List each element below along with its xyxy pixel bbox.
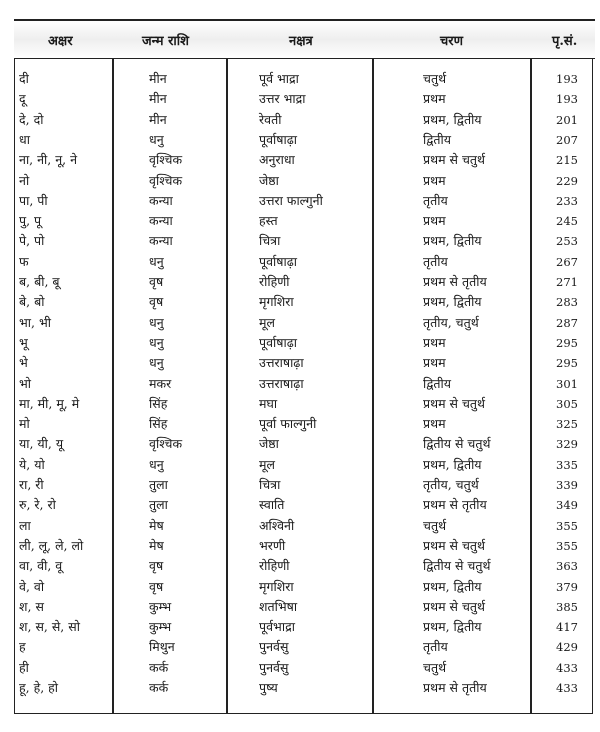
cell-akshar: बे, बो [19, 294, 45, 310]
cell-nakshatra: हस्त [259, 213, 278, 229]
cell-charan: प्रथम, द्वितीय [423, 233, 482, 249]
cell-page-number: 429 [556, 640, 578, 655]
cell-page-number: 339 [556, 478, 578, 492]
cell-page-number: 385 [556, 599, 578, 614]
cell-rashi: वृश्चिक [149, 172, 183, 188]
table-row [15, 598, 592, 616]
table-row [15, 172, 592, 190]
cell-nakshatra: रोहिणी [259, 558, 290, 574]
cell-page-number: 229 [556, 173, 578, 188]
table-row [15, 537, 592, 555]
cell-nakshatra: चित्रा [259, 233, 281, 249]
cell-charan: प्रथम से तृतीय [423, 497, 487, 513]
cell-page-number: 193 [556, 92, 578, 107]
table-row [15, 90, 592, 108]
cell-page-number: 355 [556, 518, 578, 533]
cell-rashi: वृश्चिक [149, 436, 183, 452]
cell-nakshatra: मृगशिरा [259, 294, 294, 310]
cell-page-number: 201 [556, 112, 578, 127]
cell-akshar: भो [19, 375, 32, 391]
cell-nakshatra: चित्रा [259, 477, 281, 492]
cell-page-number: 379 [556, 579, 578, 594]
cell-charan: प्रथम [423, 416, 446, 432]
cell-akshar: ना, नी, नू, ने [19, 152, 78, 168]
cell-charan: तृतीय, चतुर्थ [423, 477, 479, 492]
table-row [15, 111, 592, 129]
cell-charan: प्रथम से चतुर्थ [423, 598, 486, 614]
cell-page-number: 305 [556, 396, 578, 411]
cell-akshar: श, स, से, सो [19, 619, 80, 635]
cell-akshar: भू [19, 334, 28, 350]
cell-charan: प्रथम, द्वितीय [423, 619, 482, 635]
cell-charan: प्रथम से तृतीय [423, 680, 487, 695]
cell-charan: प्रथम [423, 91, 446, 107]
table-row [15, 496, 592, 514]
cell-page-number: 335 [556, 457, 578, 472]
cell-akshar: श, स [19, 598, 44, 614]
cell-page-number: 433 [556, 681, 578, 695]
cell-page-number: 301 [556, 376, 578, 391]
cell-rashi: तुला [149, 497, 168, 513]
table-row [15, 375, 592, 393]
cell-charan: प्रथम, द्वितीय [423, 578, 482, 594]
table-row [15, 395, 592, 413]
cell-akshar: ली, लू, ले, लो [19, 537, 84, 553]
cell-page-number: 245 [556, 214, 578, 229]
cell-nakshatra: उत्तराषाढ़ा [259, 375, 304, 391]
cell-page-number: 283 [556, 295, 578, 310]
cell-rashi: धनु [149, 456, 164, 472]
table-row [15, 456, 592, 474]
cell-rashi: मेष [149, 537, 164, 553]
cell-page-number: 325 [556, 417, 578, 432]
cell-rashi: सिंह [149, 416, 168, 432]
cell-rashi: कन्या [149, 192, 173, 208]
table-row [15, 253, 592, 271]
cell-rashi: कुम्भ [149, 598, 172, 614]
cell-akshar: वे, वो [19, 578, 45, 594]
cell-page-number: 363 [556, 559, 578, 574]
cell-akshar: भे [19, 355, 28, 371]
cell-akshar: धा [19, 131, 30, 147]
cell-rashi: धनु [149, 131, 164, 147]
table-row [15, 578, 592, 596]
cell-akshar: ये, यो [19, 456, 45, 472]
cell-nakshatra: स्वाति [259, 497, 285, 513]
header-nakshatra: नक्षत्र [289, 34, 313, 49]
cell-akshar: पे, पो [19, 233, 45, 249]
table-row [15, 557, 592, 575]
table-row [15, 618, 592, 636]
cell-charan: चतुर्थ [423, 71, 447, 86]
cell-akshar: पु, पू [19, 213, 42, 229]
cell-charan: तृतीय [423, 253, 448, 269]
cell-nakshatra: मूल [259, 456, 275, 472]
cell-nakshatra: पुष्य [259, 680, 278, 695]
cell-charan: द्वितीय [423, 375, 452, 391]
cell-charan: प्रथम [423, 355, 446, 371]
cell-rashi: तुला [149, 477, 168, 492]
cell-charan: तृतीय [423, 192, 448, 208]
table-row [15, 314, 592, 332]
table-row [15, 212, 592, 230]
cell-nakshatra: भरणी [259, 537, 286, 553]
cell-nakshatra: रेवती [259, 111, 282, 127]
table-row [15, 293, 592, 311]
cell-akshar: हू, हे, हो [19, 680, 59, 695]
cell-page-number: 233 [556, 193, 578, 208]
cell-rashi: धनु [149, 314, 164, 330]
cell-charan: चतुर्थ [423, 517, 447, 533]
cell-rashi: वृष [149, 274, 164, 289]
cell-charan: तृतीय, चतुर्थ [423, 314, 479, 330]
cell-rashi: धनु [149, 253, 164, 269]
cell-charan: प्रथम, द्वितीय [423, 456, 482, 472]
cell-page-number: 355 [556, 538, 578, 553]
cell-nakshatra: अनुराधा [259, 152, 295, 168]
table-row [15, 151, 592, 169]
table-row [15, 334, 592, 352]
cell-charan: द्वितीय से चतुर्थ [423, 558, 491, 574]
cell-rashi: मिथुन [149, 639, 175, 655]
cell-nakshatra: पूर्वाषाढ़ा [259, 253, 298, 269]
cell-charan: प्रथम से चतुर्थ [423, 395, 486, 411]
header-akshar: अक्षर [48, 34, 73, 49]
cell-akshar: नो [19, 172, 30, 188]
header-janm-rashi: जन्म राशि [142, 34, 189, 49]
cell-akshar: दू [19, 91, 26, 107]
table-row [15, 476, 592, 494]
cell-nakshatra: जेष्ठा [259, 172, 279, 188]
cell-akshar: दे, दो [19, 111, 44, 127]
table-row [15, 517, 592, 535]
cell-rashi: मीन [149, 91, 167, 107]
table-header [14, 21, 595, 59]
cell-rashi: मकर [149, 375, 172, 391]
table-row [15, 435, 592, 453]
cell-nakshatra: उत्तराषाढ़ा [259, 355, 304, 371]
cell-charan: प्रथम [423, 334, 446, 350]
cell-rashi: मीन [149, 111, 167, 127]
cell-akshar: ला [19, 517, 31, 533]
cell-charan: तृतीय [423, 639, 448, 655]
table-row [15, 354, 592, 372]
cell-rashi: कुम्भ [149, 619, 172, 635]
cell-nakshatra: मघा [259, 395, 278, 411]
cell-rashi: कन्या [149, 213, 173, 229]
cell-page-number: 433 [556, 660, 578, 675]
cell-akshar: ह [19, 639, 26, 655]
cell-charan: चतुर्थ [423, 659, 447, 675]
cell-rashi: धनु [149, 355, 164, 371]
cell-charan: प्रथम, द्वितीय [423, 294, 482, 310]
cell-rashi: वृष [149, 294, 164, 310]
cell-page-number: 271 [556, 275, 578, 289]
cell-akshar: पा, पी [19, 192, 48, 208]
cell-page-number: 287 [556, 315, 578, 330]
cell-rashi: सिंह [149, 395, 168, 411]
table-row [15, 70, 592, 88]
cell-page-number: 417 [556, 620, 578, 635]
cell-page-number: 295 [556, 335, 578, 350]
cell-charan: द्वितीय से चतुर्थ [423, 436, 491, 452]
cell-nakshatra: अश्विनी [259, 517, 295, 533]
table-row [15, 192, 592, 210]
cell-charan: प्रथम [423, 172, 446, 188]
cell-rashi: मीन [149, 71, 167, 86]
cell-nakshatra: उत्तरा फाल्गुनी [259, 192, 323, 208]
cell-akshar: मा, मी, मू, मे [19, 395, 80, 411]
header-charan: चरण [440, 34, 463, 49]
cell-charan: प्रथम, द्वितीय [423, 111, 482, 127]
table-row [15, 415, 592, 433]
cell-akshar: भा, भी [19, 314, 51, 330]
cell-rashi: कर्क [149, 659, 169, 675]
cell-page-number: 267 [556, 254, 578, 269]
cell-page-number: 193 [556, 72, 578, 86]
cell-nakshatra: जेष्ठा [259, 436, 279, 452]
cell-rashi: कर्क [149, 680, 169, 695]
table-row [15, 638, 592, 656]
cell-nakshatra: पूर्वभाद्रा [259, 619, 295, 635]
cell-page-number: 349 [556, 498, 578, 513]
cell-nakshatra: पूर्वाषाढ़ा [259, 334, 298, 350]
table-body [14, 58, 593, 714]
cell-page-number: 253 [556, 234, 578, 249]
cell-akshar: रा, री [19, 477, 44, 492]
cell-page-number: 329 [556, 437, 578, 452]
table-row [15, 131, 592, 149]
header-page-number: पृ.सं. [552, 34, 578, 49]
cell-charan: प्रथम से चतुर्थ [423, 537, 486, 553]
cell-nakshatra: पुनर्वसु [259, 639, 289, 655]
table-row [15, 232, 592, 250]
cell-nakshatra: मूल [259, 314, 275, 330]
table-row [15, 679, 592, 697]
cell-akshar: वा, वी, वू [19, 558, 63, 574]
cell-akshar: फ [19, 253, 29, 269]
cell-rashi: कन्या [149, 233, 173, 249]
cell-nakshatra: मृगशिरा [259, 578, 294, 594]
cell-akshar: मो [19, 416, 30, 432]
table-row [15, 659, 592, 677]
cell-nakshatra: उत्तर भाद्रा [259, 91, 306, 107]
cell-charan: प्रथम से तृतीय [423, 274, 487, 289]
cell-nakshatra: पूर्वा फाल्गुनी [259, 416, 317, 432]
cell-rashi: वृश्चिक [149, 152, 183, 168]
cell-rashi: मेष [149, 517, 164, 533]
cell-rashi: वृष [149, 558, 164, 574]
cell-nakshatra: शतभिषा [259, 598, 298, 614]
table-row [15, 273, 592, 291]
cell-akshar: ब, बी, बू [19, 274, 60, 289]
cell-nakshatra: पुनर्वसु [259, 659, 289, 675]
cell-charan: प्रथम से चतुर्थ [423, 152, 486, 168]
cell-page-number: 295 [556, 356, 578, 371]
cell-charan: द्वितीय [423, 131, 452, 147]
cell-page-number: 207 [556, 132, 578, 147]
cell-akshar: दी [19, 71, 29, 86]
cell-nakshatra: रोहिणी [259, 274, 290, 289]
cell-akshar: ही [19, 659, 29, 675]
cell-akshar: रु, रे, रो [19, 497, 56, 513]
cell-rashi: वृष [149, 578, 164, 594]
cell-rashi: धनु [149, 334, 164, 350]
cell-nakshatra: पूर्व भाद्रा [259, 71, 299, 86]
cell-nakshatra: पूर्वाषाढ़ा [259, 131, 298, 147]
cell-page-number: 215 [556, 153, 578, 168]
cell-akshar: या, यी, यू [19, 436, 64, 452]
cell-charan: प्रथम [423, 213, 446, 229]
